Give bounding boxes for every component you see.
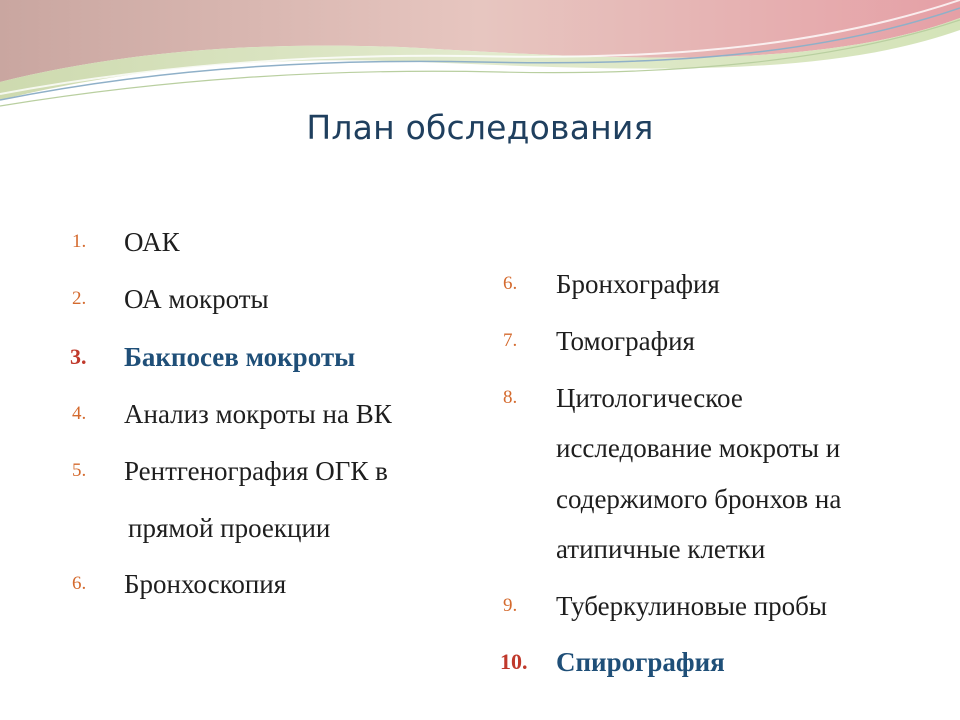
list-text: Цитологическое: [556, 383, 743, 413]
list-text-continuation: атипичные клетки: [556, 534, 766, 564]
list-text: Бронхоскопия: [124, 569, 287, 599]
list-number: 7.: [503, 330, 518, 351]
list-number: 6.: [503, 273, 518, 294]
list-text: Анализ мокроты на ВК: [124, 399, 392, 429]
list-text: ОА мокроты: [124, 284, 269, 314]
list-number: 2.: [72, 288, 87, 309]
list-text-continuation: прямой проекции: [128, 513, 331, 543]
list-text: Туберкулиновые пробы: [556, 591, 828, 621]
list-number: 1.: [72, 231, 87, 252]
list-number: 9.: [503, 595, 518, 616]
list-text: Спирография: [556, 647, 725, 677]
list-number: 3.: [70, 344, 87, 369]
list-text: Томография: [556, 326, 695, 356]
list-number: 6.: [72, 573, 87, 594]
list-text: Бронхография: [556, 269, 720, 299]
list-number: 8.: [503, 387, 518, 408]
list-text-continuation: исследование мокроты и: [556, 433, 841, 463]
list-text: ОАК: [124, 227, 180, 257]
list-text: Рентгенография ОГК в: [124, 456, 388, 486]
list-number: 10.: [500, 649, 528, 674]
slide-title: План обследования: [306, 108, 654, 147]
list-text: Бакпосев мокроты: [124, 342, 356, 372]
list-number: 4.: [72, 403, 87, 424]
list-number: 5.: [72, 460, 87, 481]
list-text-continuation: содержимого бронхов на: [556, 484, 842, 514]
